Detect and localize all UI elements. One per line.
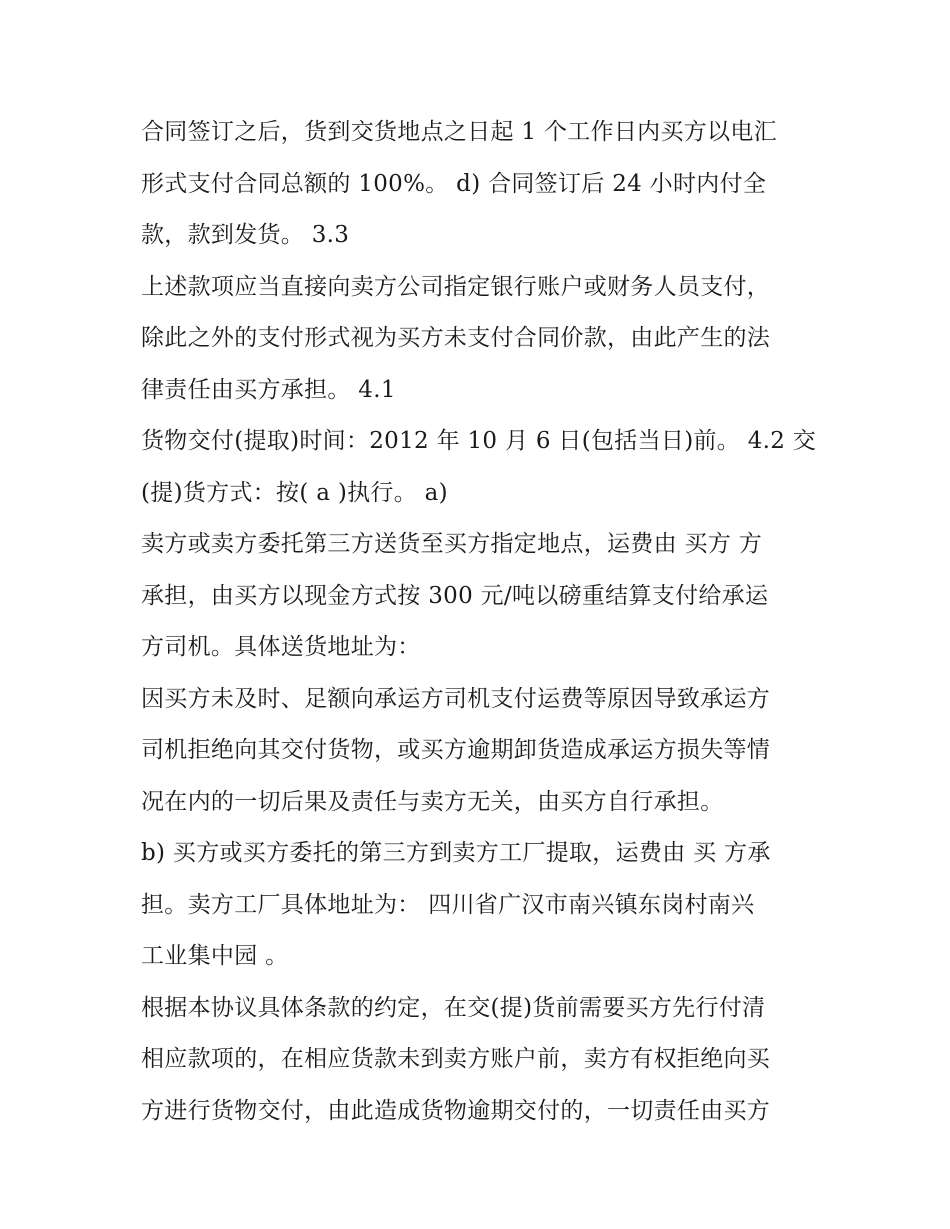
text-line-1: 合同签订之后，货到交货地点之日起 1 个工作日内买方以电汇 bbox=[141, 119, 777, 145]
text-line-10: 承担，由买方以现金方式按 300 元/吨以磅重结算支付给承运 bbox=[141, 582, 769, 609]
text-line-5: 除此之外的支付形式视为买方未支付合同价款，由此产生的法 bbox=[141, 325, 771, 351]
text-line-14: 况在内的一切后果及责任与卖方无关，由买方自行承担。 bbox=[141, 788, 724, 815]
text-line-2: 形式支付合同总额的 100%。 d) 合同签订后 24 小时内付全 bbox=[141, 170, 767, 197]
text-line-3: 款，款到发货。 3.3 bbox=[141, 222, 350, 248]
text-line-9: 卖方或卖方委托第三方送货至买方指定地点，运费由 买方 方 bbox=[141, 531, 763, 557]
text-line-6: 律责任由买方承担。 4.1 bbox=[141, 376, 396, 403]
text-line-17: 工业集中园 。 bbox=[141, 943, 289, 969]
text-line-18: 根据本协议具体条款的约定，在交(提)货前需要买方先行付清 bbox=[141, 994, 766, 1021]
text-line-15: b) 买方或买方委托的第三方到卖方工厂提取，运费由 买 方承 bbox=[141, 840, 771, 866]
text-line-20: 方进行货物交付，由此造成货物逾期交付的，一切责任由买方 bbox=[141, 1097, 771, 1124]
text-line-16: 担。卖方工厂具体地址为： 四川省广汉市南兴镇东岗村南兴 bbox=[141, 891, 755, 918]
text-line-13: 司机拒绝向其交付货物，或买方逾期卸货造成承运方损失等情 bbox=[141, 737, 771, 763]
document-body bbox=[141, 107, 831, 1137]
text-line-11: 方司机。具体送货地址为： bbox=[141, 634, 421, 660]
text-line-8: (提)货方式：按( a )执行。 a) bbox=[141, 479, 448, 506]
text-line-12: 因买方未及时、足额向承运方司机支付运费等原因导致承运方 bbox=[141, 685, 771, 712]
text-line-7: 货物交付(提取)时间：2012 年 10 月 6 日(包括当日)前。 4.2 交 bbox=[141, 428, 817, 454]
text-line-4: 上述款项应当直接向卖方公司指定银行账户或财务人员支付， bbox=[141, 273, 771, 300]
text-line-19: 相应款项的，在相应货款未到卖方账户前，卖方有权拒绝向买 bbox=[141, 1046, 771, 1072]
